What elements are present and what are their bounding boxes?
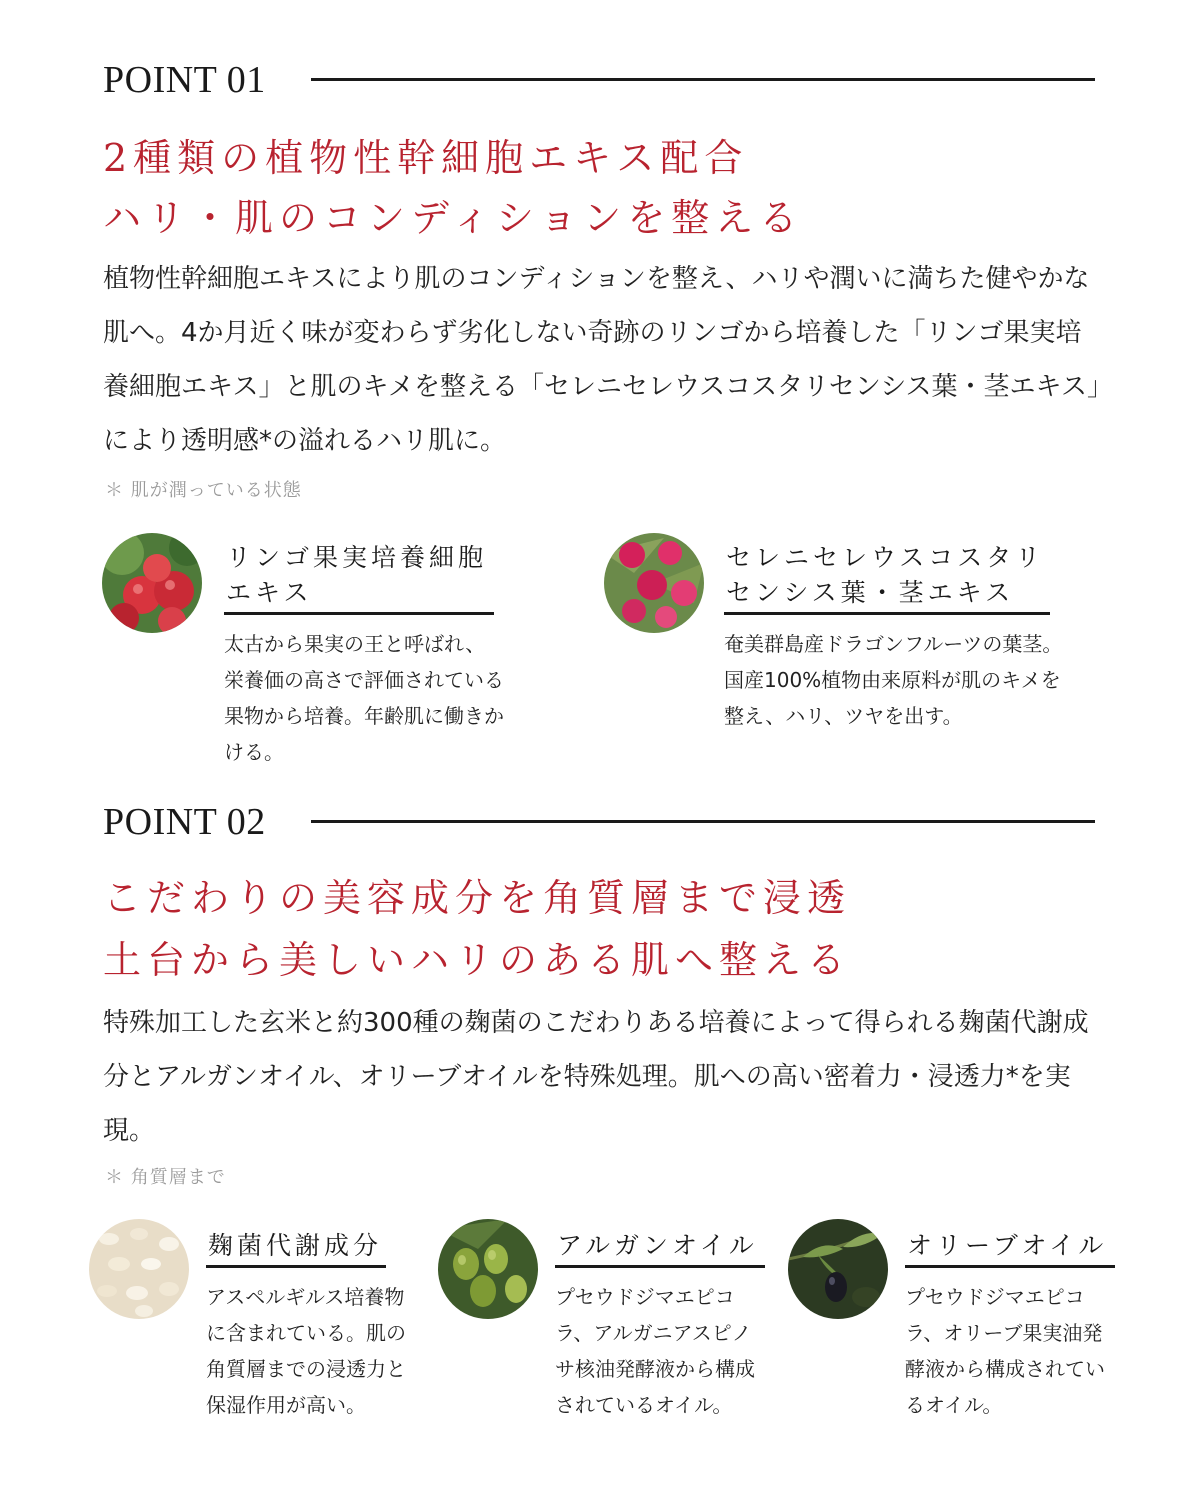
apple-photo-icon	[102, 533, 202, 633]
koji-ingredient-rule	[206, 1265, 386, 1268]
koji-ingredient-title: 麹菌代謝成分	[208, 1231, 383, 1260]
argan-photo-icon	[438, 1219, 538, 1319]
olive-ingredient-rule	[905, 1265, 1115, 1268]
point-02-body: 特殊加工した玄米と約300種の麹菌のこだわりある培養によって得られる麹菌代謝成分とアルガンオイル、オリーブオイルを特殊処理。肌への高い密着力・浸透力*を実現。	[103, 1008, 1089, 1146]
dragon-fruit-ingredient-rule	[724, 612, 1050, 615]
olive-ingredient-title: オリーブオイル	[907, 1231, 1108, 1260]
dragon-fruit-ingredient-title	[726, 540, 1086, 610]
point-02-headline-line2: 土台から美しいハリのある肌へ整える	[103, 938, 852, 982]
dragon-fruit-ingredient-desc: 奄美群島産ドラゴンフルーツの葉茎。国産100%植物由来原料が肌のキメを整え、ハリ、ツヤを出す。	[724, 632, 1063, 728]
apple-ingredient-title-line1: リンゴ果実培養細胞	[226, 543, 488, 572]
argan-ingredient-title: アルガンオイル	[557, 1231, 758, 1260]
apple-ingredient-rule	[224, 612, 494, 615]
point-01-rule	[311, 78, 1095, 81]
point-01-headline-line2: ハリ・肌のコンディションを整える	[103, 196, 804, 240]
point-02-label: POINT 02	[103, 801, 266, 843]
point-02-headline-line1: こだわりの美容成分を角質層まで浸透	[103, 876, 852, 920]
dragon-fruit-photo-icon	[604, 533, 704, 633]
point-02-header	[103, 800, 1095, 844]
point-01-label: POINT 01	[103, 59, 266, 101]
argan-ingredient-rule	[555, 1265, 765, 1268]
point-01-body: 植物性幹細胞エキスにより肌のコンディションを整え、ハリや潤いに満ちた健やかな肌へ。4か月近く味が変わらず劣化しない奇跡のリンゴから培養した「リンゴ果実培養細胞エキス」と肌のキメを整える「セレニセレウスコスタリセンシス葉・茎エキス」により透明感*の溢れるハリ肌に。	[103, 264, 1100, 456]
dragon-fruit-ingredient-title-line1: セレニセレウスコスタリ	[726, 543, 1045, 572]
point-02-note: ＊ 角質層まで	[105, 1167, 226, 1188]
olive-photo-icon	[788, 1219, 888, 1319]
rice-koji-photo-icon	[89, 1219, 189, 1319]
apple-ingredient-desc: 太古から果実の王と呼ばれ、栄養価の高さで評価されている果物から培養。年齢肌に働きかける。	[224, 632, 504, 764]
dragon-fruit-ingredient-title-line2: センシス葉・茎エキス	[726, 578, 1015, 607]
point-01-header	[103, 58, 1095, 102]
apple-ingredient-title-line2: エキス	[226, 578, 313, 607]
point-01-note: ＊ 肌が潤っている状態	[105, 480, 302, 501]
argan-ingredient-desc: プセウドジマエピコラ、アルガニアスピノサ核油発酵液から構成されているオイル。	[555, 1285, 755, 1417]
olive-ingredient-desc: プセウドジマエピコラ、オリーブ果実油発酵液から構成されているオイル。	[905, 1285, 1105, 1417]
apple-ingredient-title	[226, 540, 506, 610]
point-02-rule	[311, 820, 1095, 823]
koji-ingredient-desc: アスペルギルス培養物に含まれている。肌の角質層までの浸透力と保湿作用が高い。	[206, 1285, 406, 1417]
point-01-headline-line1: 2種類の植物性幹細胞エキス配合	[103, 136, 749, 180]
